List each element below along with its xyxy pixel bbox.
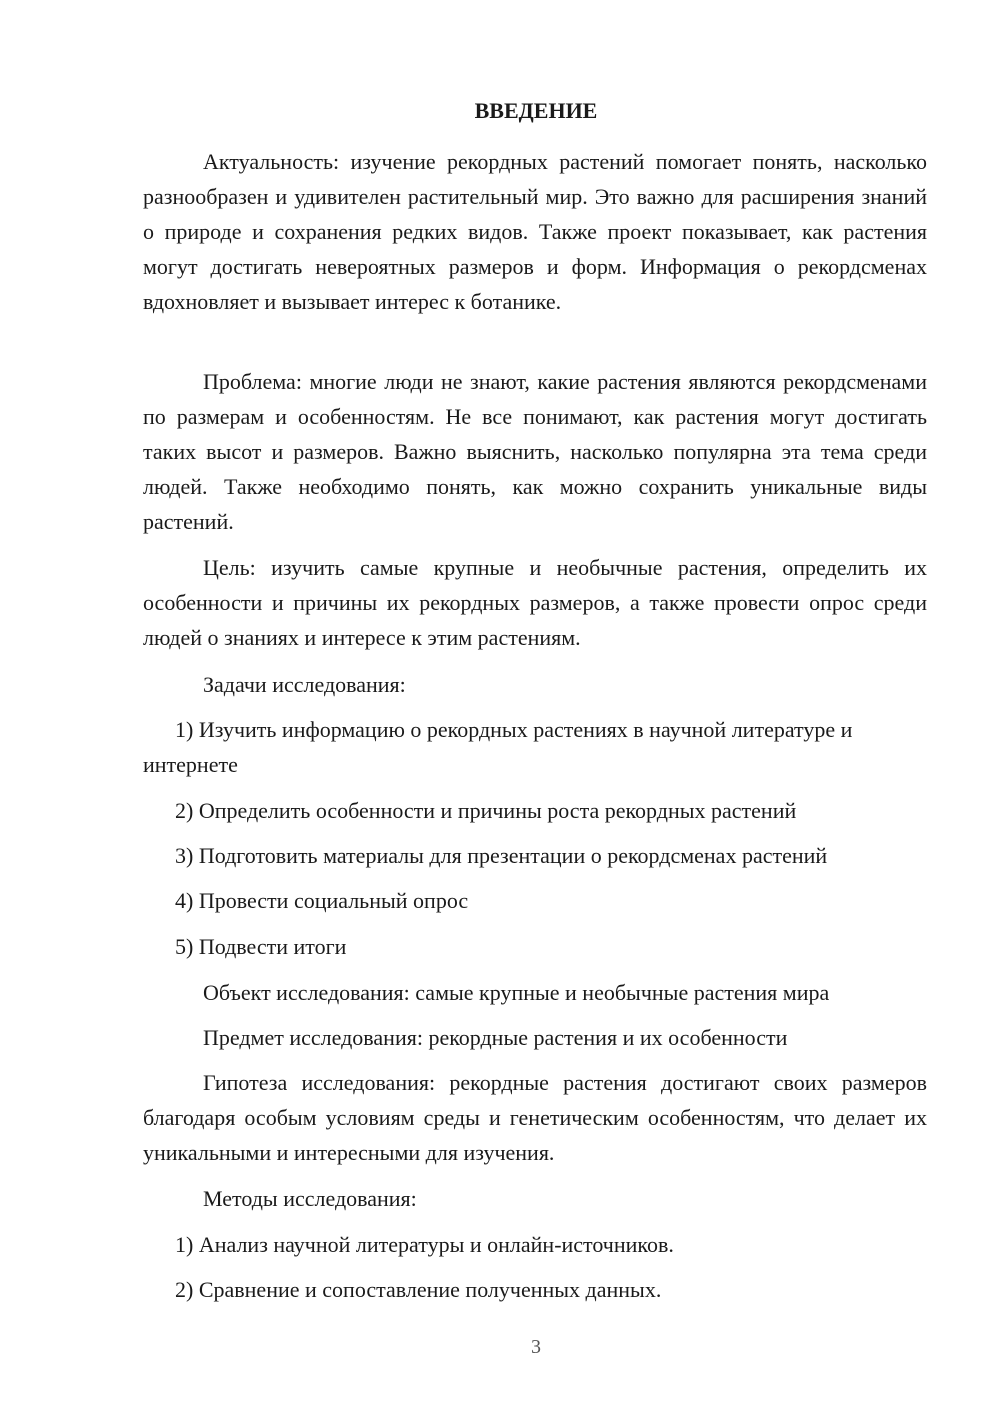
relevance-paragraph: Актуальность: изучение рекордных растений помогает понять, насколько разнообразен и удивителен растительный мир. Это важно для расширения знаний о природе и сохранения редких видов. Также проект показывает, как растения могут достигать невероятных размеров и форм. Информация о рекордсменах вдохновляет и вызывает интерес к ботанике. — [143, 149, 927, 314]
task-item-2: 2) Определить особенности и причины роста рекордных растений — [175, 798, 797, 823]
method-item-1: 1) Анализ научной литературы и онлайн-источников. — [175, 1232, 674, 1257]
page-number: 3 — [531, 1336, 541, 1358]
tasks-title: Задачи исследования: — [203, 672, 406, 697]
goal-paragraph: Цель: изучить самые крупные и необычные растения, определить их особенности и причины их рекордных размеров, а также провести опрос среди людей о знаниях и интересе к этим растениям. — [143, 555, 927, 650]
subject-paragraph: Предмет исследования: рекордные растения и их особенности — [203, 1025, 788, 1050]
task-item-4: 4) Провести социальный опрос — [175, 888, 469, 913]
task-item-3: 3) Подготовить материалы для презентации о рекордсменах растений — [175, 843, 828, 868]
object-paragraph: Объект исследования: самые крупные и необычные растения мира — [203, 980, 830, 1005]
hypothesis-paragraph: Гипотеза исследования: рекордные растения достигают своих размеров благодаря особым условиям среды и генетическим особенностям, что делает их уникальными и интересными для изучения. — [143, 1070, 927, 1165]
task-item-1: 1) Изучить информацию о рекордных растениях в научной литературе и интернете — [143, 717, 853, 777]
task-item-5: 5) Подвести итоги — [175, 934, 347, 959]
section-heading: ВВЕДЕНИЕ — [474, 98, 598, 123]
method-item-2: 2) Сравнение и сопоставление полученных данных. — [175, 1277, 662, 1302]
problem-paragraph: Проблема: многие люди не знают, какие растения являются рекордсменами по размерам и особенностям. Не все понимают, как растения могут достигать таких высот и размеров. Важно выяснить, насколько популярна эта тема среди людей. Также необходимо понять, как можно сохранить уникальные виды растений. — [143, 369, 927, 534]
methods-title: Методы исследования: — [203, 1186, 417, 1211]
